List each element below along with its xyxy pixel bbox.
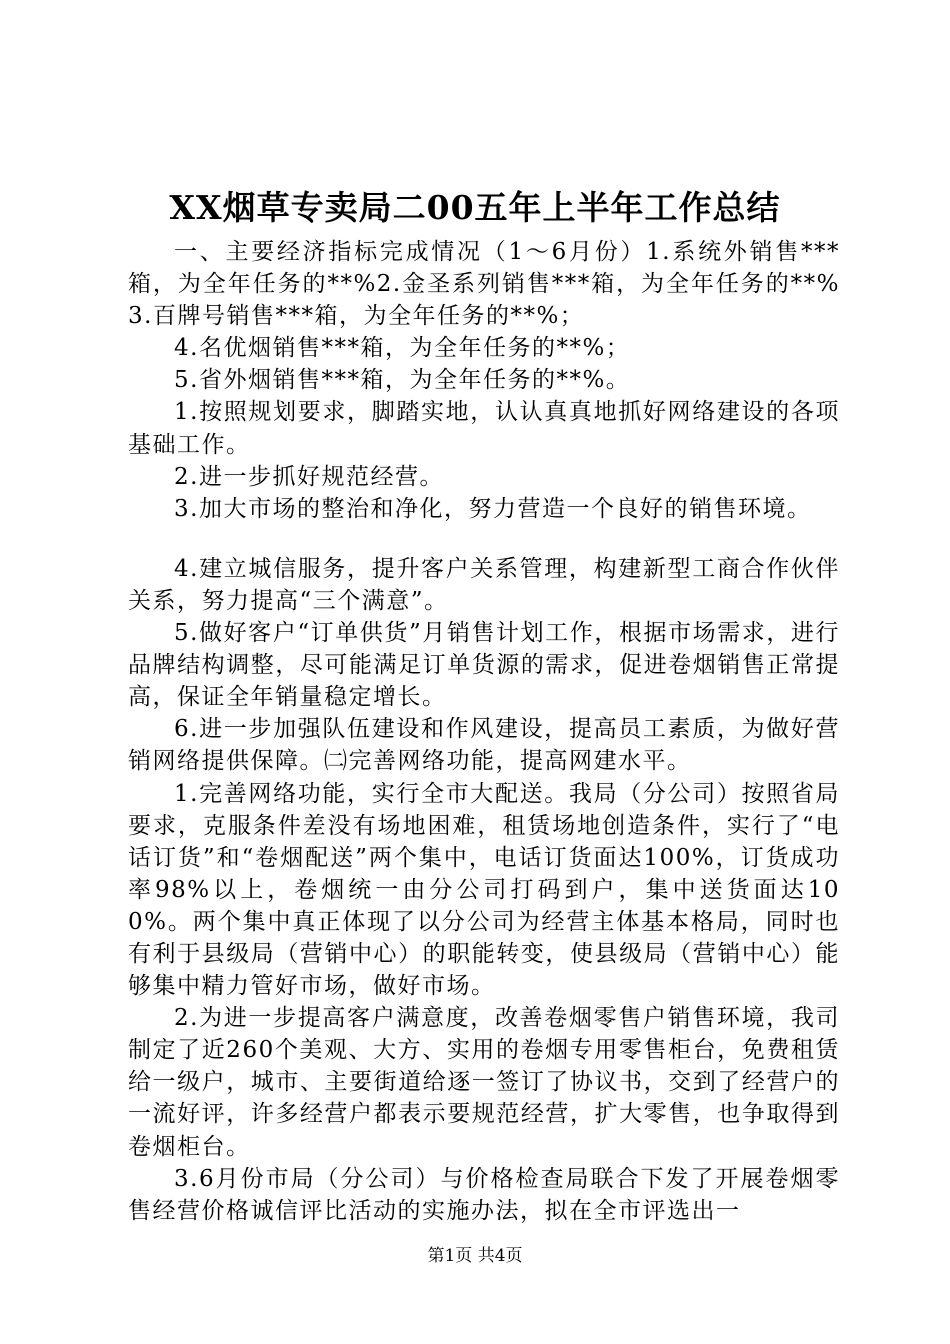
paragraph: 1.完善网络功能，实行全市大配送。我局（分公司）按照省局要求，克服条件差没有场地困难，租赁场地创造条件，实行了“电话订货”和“卷烟配送”两个集中，电话订货面达100%，订货成功率98%以上，卷烟统一由分公司打码到户，集中送货面达100%。两个集中真正体现了以分公司为经营主体基本格局，同时也有利于县级局（营销中心）的职能转变，使县级局（营销中心）能够集中精力管好市场，做好市场。 (128, 780, 840, 1000)
paragraph: 3.加大市场的整治和净化，努力营造一个良好的销售环境。 (174, 495, 812, 522)
paragraph: 2.进一步抓好规范经营。 (174, 463, 444, 490)
document-title: XX烟草专卖局二00五年上半年工作总结 (169, 188, 781, 227)
paragraph: 4.建立城信服务，提升客户关系管理，构建新型工商合作伙伴关系，努力提高“三个满意”。 (128, 555, 840, 614)
paragraph: 1.按照规划要求，脚踏实地，认认真真地抓好网络建设的各项基础工作。 (128, 399, 840, 458)
paragraph: 5.省外烟销售***箱，为全年任务的**%。 (174, 367, 631, 394)
paragraph-spacer (128, 525, 840, 553)
paragraph: 5.做好客户“订单供货”月销售计划工作，根据市场需求，进行品牌结构调整，尽可能满足订单货源的需求，促进卷烟销售正常提高，保证全年销量稳定增长。 (128, 620, 840, 711)
page-number-footer: 第1页 共4页 (427, 1246, 523, 1266)
document-body (128, 236, 840, 1227)
paragraph: 3.6月份市局（分公司）与价格检查局联合下发了开展卷烟零售经营价格诚信评比活动的实施办法，拟在全市评选出一 (128, 1165, 840, 1224)
paragraph: 6.进一步加强队伍建设和作风建设，提高员工素质，为做好营销网络提供保障。㈡完善网络功能，提高网建水平。 (128, 716, 840, 775)
paragraph: 2.为进一步提高客户满意度，改善卷烟零售户销售环境，我司制定了近260个美观、大方、实用的卷烟专用零售柜台，免费租赁给一级户，城市、主要街道给逐一签订了协议书，交到了经营户的一流好评，许多经营户都表示要规范经营，扩大零售，也争取得到卷烟柜台。 (128, 1005, 840, 1160)
paragraph: 一、主要经济指标完成情况（1～6月份）1.系统外销售***箱，为全年任务的**%2.金圣系列销售***箱，为全年任务的**%3.百牌号销售***箱，为全年任务的**%； (128, 239, 840, 330)
paragraph: 4.名优烟销售***箱，为全年任务的**%； (174, 335, 631, 362)
